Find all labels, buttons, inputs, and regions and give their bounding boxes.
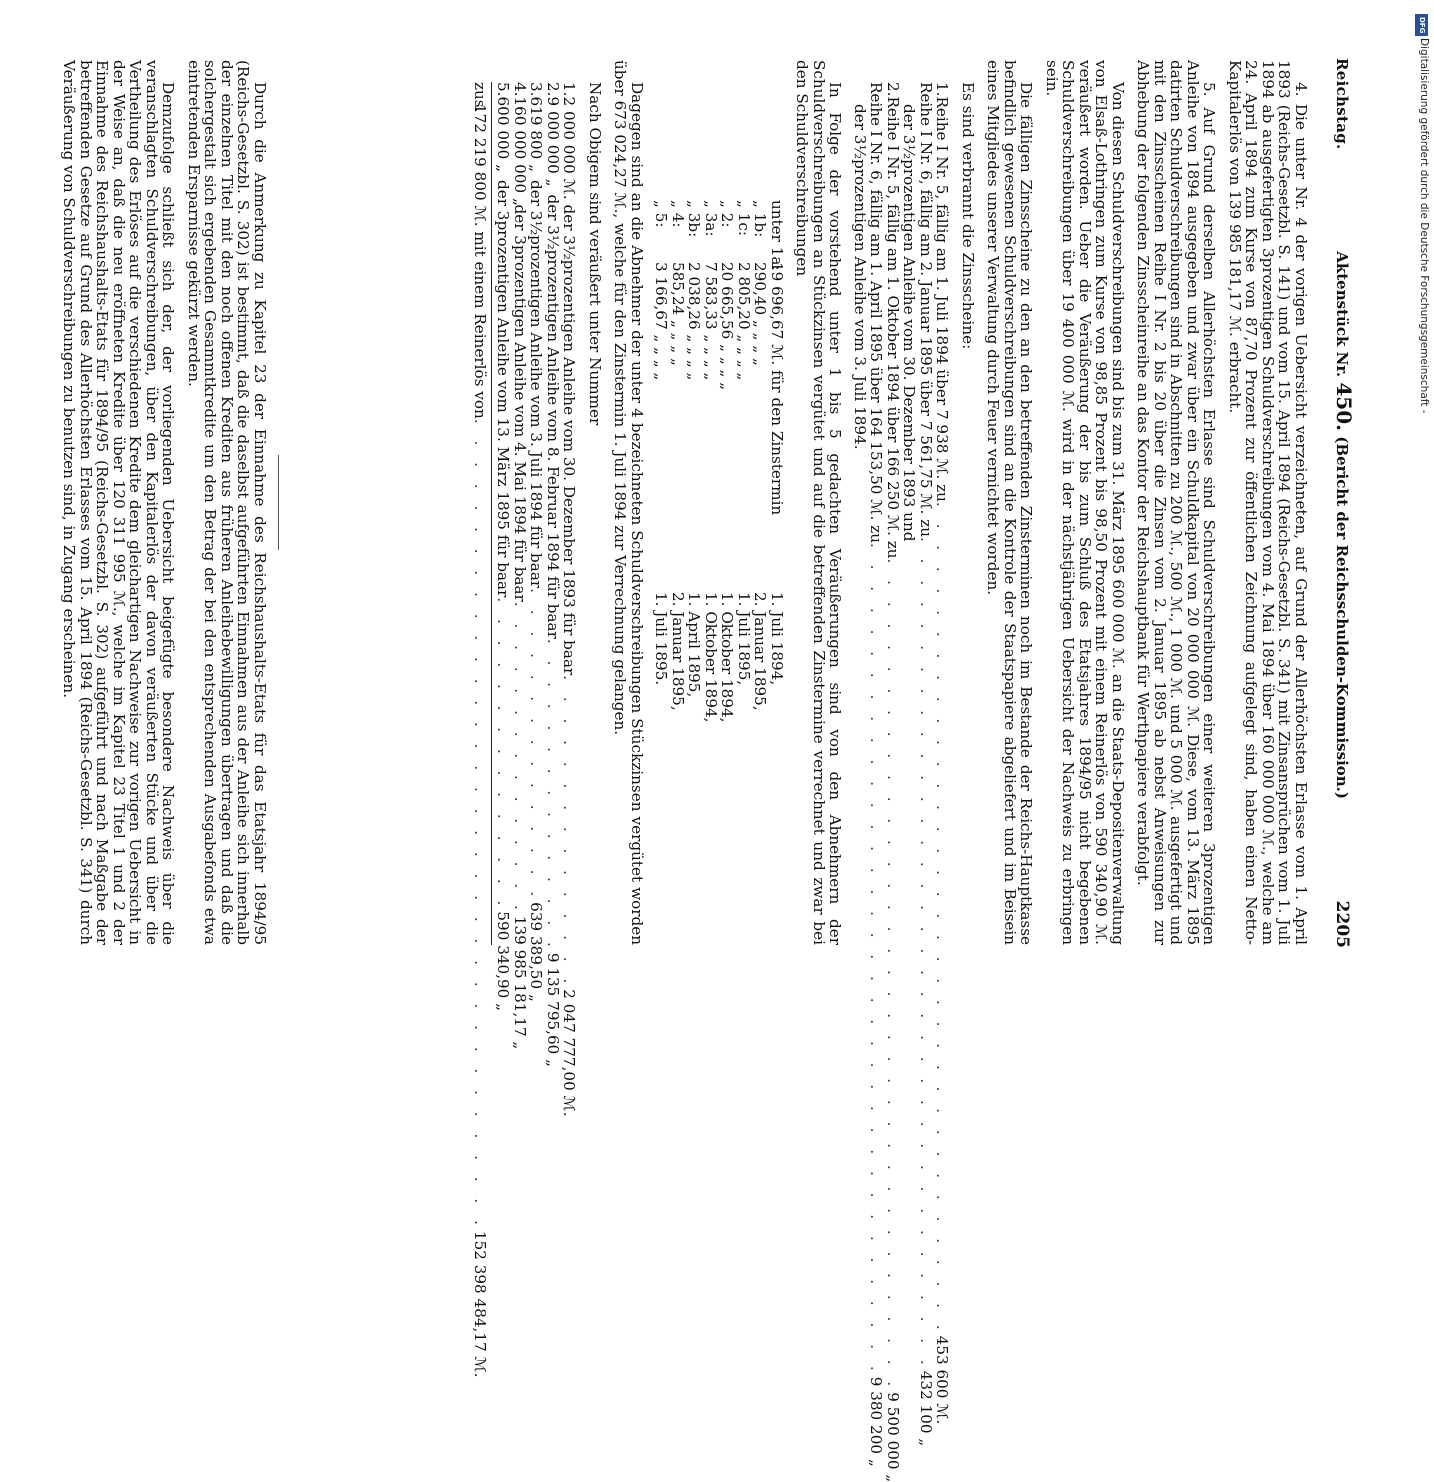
- total-row: zus. 172 219 800 ℳ. mit einem Reinerlös von . . . . . . . . . . . . . . . . . . . . . . . . . . . . . . . . . . . . . . 152 398 484,17 ℳ.: [472, 82, 493, 945]
- document-body-continued: [52, 60, 289, 945]
- table-row: „ 1b: 290,40 „ „ „ „ 2. Januar 1895,: [751, 200, 770, 711]
- header-suffix: (Bericht der Reichsschulden-Kommission.): [1333, 436, 1351, 799]
- document-page: [24, 0, 1404, 1482]
- paragraph-8: Es sind verbrannt die Zinsscheine:: [959, 82, 977, 350]
- leader-dots: . . . . . . . . . . . . . . . . . . . . . . . . . . . . . . . . . . . . . . .: [884, 558, 902, 1393]
- table-row: „ 4: 585,24 „ „ „ „ 2. Januar 1895,: [669, 200, 687, 711]
- document-body: [464, 60, 1310, 1482]
- digitization-credit: Digitalisierung gefördert durch die Deutsche Forschungsgemeinschaft -: [1418, 38, 1430, 414]
- section-divider: [278, 455, 279, 550]
- leader-dots: . . . . . . . . . . . . . . .: [494, 597, 513, 912]
- header-prefix: Aktenstück Nr.: [1333, 251, 1351, 378]
- leader-dots: . . . . . . . . . . . . . . . . . . . . . . . . . . . . . . . . . . . . . . .: [917, 537, 935, 1371]
- table-row: „ 3b: 2 038,26 „ „ „ „ 1. April 1895,: [685, 200, 704, 698]
- table-row: 2. 9 000 000 „ der 3½prozentigen Anleihe vom 8. Februar 1894 für baar . . . . . . . . . . . . . . . 9 135 795,60 „: [544, 82, 562, 1068]
- table-row: Reihe I Nr. 6, fällig am 1. April 1895 über 164 153,50 ℳ. zu . . . . . . . . . . . . . . . . . . . . . . . . . . . . . . . . . . . . . . . 9 380 200 „: [867, 82, 886, 1467]
- paragraph-7: Die fälligen Zinsscheine zu den an den betreffenden Zinsterminen noch im Bestande der Reichs-Hauptkasse befindlich gewesenen Schuldverschreibungen sind an die Kontrole der Staatspapiere abgeliefert und im Beisein eines Mitgliedes unserer Verwaltung durch Feuer vernichtet worden.: [984, 60, 1036, 945]
- paragraph-4: 4. Die unter Nr. 4 der vorigen Uebersicht verzeichneten, auf Grund der Allerhöchsten Erlasse vom 1. April 1893 (Reichs-Gesetzbl. S. 141) und vom 15. April 1894 (Reichs-Gesetzbl. S. 341) mit Zinsansprüchen vom 1. Juli 1894 ab ausgefertigten 3prozentigen Schuldverschreibungen vom 4. Mai 1894 über 160 000 000 ℳ., welche am 24. April 1894 zum Kurse von 87,70 Prozent zur öffentlichen Zeichnung aufgelegt sind, haben einen Netto-Kapitalerlös von 139 985 181,17 ℳ. erbracht.: [1226, 60, 1310, 945]
- table-row: der 3½prozentigen Anleihe vom 3. Juli 1894.: [851, 104, 869, 450]
- header-left: Reichstag.: [1333, 58, 1351, 150]
- burned-coupons-table: [851, 60, 952, 1482]
- table-row: 3. 619 800 „ der 3½prozentigen Anleihe vom 3. Juli 1894 für baar . . . . . . . . . . . . . . . 639 389,50 „: [527, 82, 546, 1002]
- leader-dots: . . . . . . . . . . . . . . .: [560, 675, 579, 990]
- paragraph-11: Nach Obigem sind veräußert unter Nummer: [586, 82, 604, 426]
- table-row: der 3½prozentigen Anleihe vom 30. Dezember 1893 und: [900, 104, 919, 542]
- table-row: Reihe I Nr. 6, fällig am 2. Januar 1895 über 7 561,75 ℳ. zu . . . . . . . . . . . . . . . . . . . . . . . . . . . . . . . . . . . . . . . 432 100 „: [917, 82, 935, 1447]
- digitization-note: [1414, 8, 1430, 998]
- paragraph-5: 5. Auf Grund derselben Allerhöchsten Erlasse sind Schuldverschreibungen einer weiteren 3prozentigen Anleihe von 1894 ausgegeben und zwar über ein Schuldkapital von 20 000 000 ℳ. Diese, vom 13. März 1895 datirten Schuldverschreibungen sind in Abschnitten zu 200 ℳ., 500 ℳ., 1 000 ℳ. und 5 000 ℳ. ausgefertigt und mit den Zinsscheinen Reihe I Nr. 2 bis 20 über die Zinsen vom 2. Januar 1895 ab nebst Anweisungen zur Abhebung der folgenden Zinsscheinreihe an das Kontor der Reichshauptbank für Werthpapiere verabfolgt.: [1134, 60, 1219, 945]
- leader-dots: . . . . . . . . . . . . . . .: [511, 601, 529, 916]
- table-row: „ 1c: 2 805,20 „ „ „ „ 1. Juli 1895,: [735, 200, 753, 686]
- table-row: „ 5: 3 166,67 „ „ „ „ 1. Juli 1895.: [652, 200, 671, 686]
- page-header: [1330, 58, 1356, 948]
- leader-dots: . . . . . . . . . . . . . . .: [527, 588, 546, 903]
- interest-table: [653, 60, 785, 945]
- paragraph-9: In Folge der vorstehend unter 1 bis 5 gedachten Veräußerungen sind von den Abnehmern der Schuldverschreibungen an Stückzinsen vergütet und auf die betreffenden Zinstermine verrechnet und zwar bei den Schuldverschreibungen: [793, 60, 845, 945]
- paragraph-6: Von diesen Schuldverschreibungen sind bis zum 31. März 1895 600 000 ℳ. an die Staats-Depositenverwaltung von Elsaß-Lothringen zum Kurse von 98,85 Prozent bis 98,50 Prozent mit einem Reinerlös von 590 340,90 ℳ. veräußert worden. Ueber die Veräußerung der bis zum Schluß des Etatsjahres 1894/95 nicht begebenen Schuldverschreibungen über 19 400 000 ℳ. wird in der nächstjährigen Uebersicht der Nachweis zu erbringen sein.: [1043, 60, 1127, 945]
- table-row: 2. Reihe I Nr. 5, fällig am 1. Oktober 1894 über 166 250 ℳ. zu . . . . . . . . . . . . . . . . . . . . . . . . . . . . . . . . . . . . . . . 9 500 000 „: [884, 82, 902, 1482]
- table-row: 5. 600 000 „ der 3prozentigen Anleihe vom 13. März 1895 für baar . . . . . . . . . . . . . . . 590 340,90 „: [494, 82, 513, 1012]
- table-row: unter 1a: 19 696,67 ℳ. für den Zinstermin 1. Juli 1894,: [768, 200, 786, 686]
- sold-table: [471, 60, 579, 1378]
- table-row: „ 3a: 7 583,33 „ „ „ „ 1. Oktober 1894,: [702, 200, 720, 723]
- header-title: [1332, 251, 1356, 799]
- dfg-logo: DFG: [1415, 14, 1428, 36]
- paragraph-13: Demzufolge schließt sich der, der vorliegenden Uebersicht beigefügte besondere Nachweis über die veranschlagten Schuldverschreibungen, über den Kapitalerlös der davon veräußerten Stücke und über die Vertheilung des Erlöses auf die verschiedenen Kredite dem gleichartigen Nachweise zur vorigen Uebersicht in der Weise an, daß die neu eröffneten Kredite über 120 311 995 ℳ., welche im Kapitel 23 Titel 1 und 2 der Einnahme des Reichshaushalts-Etats für 1894/95 (Reichs-Gesetzbl. S. 302) aufgeführt und nach Maßgabe der betreffenden Gesetze auf Grund des Allerhöchsten Erlasses vom 15. April 1894 (Reichs-Gesetzbl. S. 341) durch Veräußerung von Schuldverschreibungen zu benutzen sind, in Zugang erscheinen.: [60, 60, 178, 945]
- leader-dots: . . . . . . . . . . . . . . . . . . . . . . . . . . . . . . . . . . . . . . .: [867, 542, 886, 1377]
- table-row: 1. Reihe I Nr. 5, fällig am 1. Juli 1894 über 7 938 ℳ. zu . . . . . . . . . . . . . . . . . . . . . . . . . . . . . . . . . . . . . . . 453 600 ℳ.: [933, 82, 952, 1425]
- paragraph-12: Durch die Anmerkung zu Kapitel 23 der Einnahme des Reichshaushalts-Etats für das Etatsjahr 1894/95 (Reichs-Gesetzbl. S. 302) ist bestimmt, daß die daselbst aufgeführten Einnahmen aus der Anleihe sich innerhalb der einzelnen Titel mit den noch offenen Krediten aus früheren Anleihebewilligungen übertragen und daß die solchergestalt sich ergebenden Gesammtkredite um den Betrag der bei den entsprechenden Ausgabefonds etwa eintretenden Ersparnisse gekürzt werden.: [185, 60, 269, 945]
- paragraph-10: Dagegen sind an die Abnehmer der unter 4 bezeichneten Schuldverschreibungen Stückzinsen vergütet worden über 673 024,27 ℳ., welche für den Zinstermin 1. Juli 1894 zur Verrechnung gelangen.: [611, 60, 646, 945]
- leader-dots: . . . . . . . . . . . . . . .: [544, 638, 562, 953]
- table-row: „ 2: 20 665,56 „ „ „ „ 1. Oktober 1894,: [718, 200, 737, 723]
- table-row: 1. 2 000 000 ℳ. der 3½prozentigen Anleihe vom 30. Dezember 1893 für baar . . . . . . . . . . . . . . . 2 047 777,00 ℳ.: [560, 82, 579, 1117]
- leader-dots: . . . . . . . . . . . . . . . . . . . . . . . . . . . . . . . . . . . . . .: [471, 418, 489, 1231]
- header-number: 450.: [1332, 382, 1356, 432]
- table-row: 4. 160 000 000 „ der 3prozentigen Anleihe vom 4. Mai 1894 für baar . . . . . . . . . . . . . . . 139 985 181,17 „: [511, 82, 529, 1050]
- leader-dots: . . . . . . . . . . . . . . . . . . . . . . . . . . . . . . . . . . . . . . .: [933, 501, 952, 1336]
- page-number: 2205: [1332, 900, 1352, 948]
